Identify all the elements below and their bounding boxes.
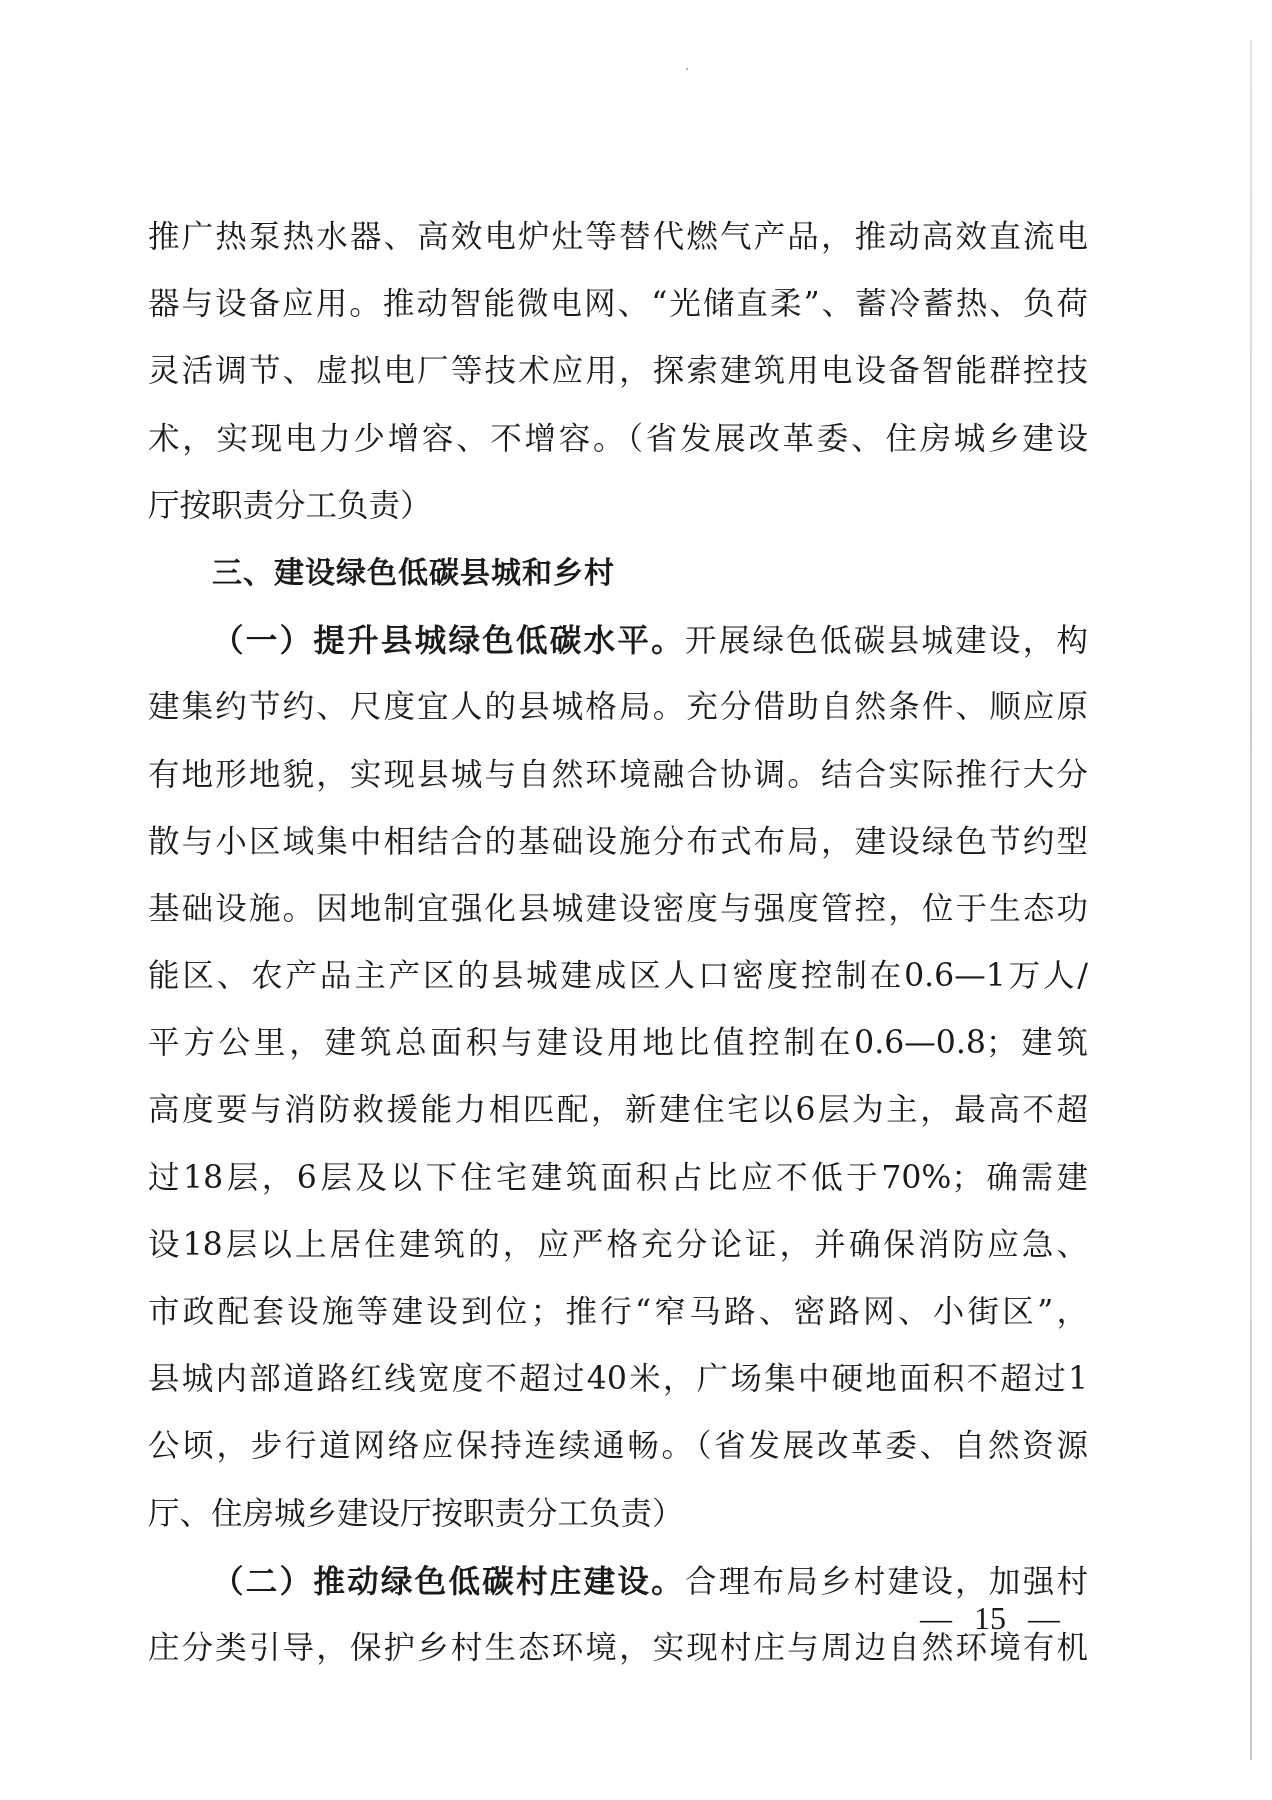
page-number: — 15 — bbox=[920, 1600, 1060, 1636]
subsection-title: （一）提升县城绿色低碳水平。 bbox=[212, 622, 685, 660]
paragraph-line: 散与小区域集中相结合的基础设施分布式布局，建设绿色节约型 bbox=[148, 823, 1088, 860]
paragraph-line: 平方公里，建筑总面积与建设用地比值控制在0.6—0.8；建筑 bbox=[148, 1025, 1088, 1062]
section-heading: 三、建设绿色低碳县城和乡村 bbox=[212, 555, 615, 591]
paragraph-line: 能区、农产品主产区的县城建成区人口密度控制在0.6—1万人/ bbox=[148, 958, 1088, 995]
scan-speck bbox=[686, 68, 688, 70]
paragraph-line: 县城内部道路红线宽度不超过40米，广场集中硬地面积不超过1 bbox=[148, 1361, 1088, 1398]
paragraph-line: 术，实现电力少增容、不增容。（省发展改革委、住房城乡建设 bbox=[148, 420, 1088, 457]
paragraph-line: 高度要与消防救援能力相匹配，新建住宅以6层为主，最高不超 bbox=[148, 1092, 1088, 1129]
paragraph-line: 厅按职责分工负责） bbox=[148, 487, 432, 524]
paragraph-line: 基础设施。因地制宜强化县城建设密度与强度管控，位于生态功 bbox=[148, 890, 1088, 927]
paragraph-line: 灵活调节、虚拟电厂等技术应用，探索建筑用电设备智能群控技 bbox=[148, 353, 1088, 390]
paragraph-line: 推广热泵热水器、高效电炉灶等替代燃气产品，推动高效直流电 bbox=[148, 219, 1088, 255]
paragraph-line: 过18层，6层及以下住宅建筑面积占比应不低于70%；确需建 bbox=[148, 1159, 1088, 1196]
paragraph-line: 庄分类引导，保护乡村生态环境，实现村庄与周边自然环境有机 bbox=[148, 1629, 1088, 1666]
subsection-title: （二）推动绿色低碳村庄建设。 bbox=[212, 1562, 685, 1600]
paragraph-line: 有地形地貌，实现县城与自然环境融合协调。结合实际推行大分 bbox=[148, 756, 1088, 793]
paragraph-line: 厅、住房城乡建设厅按职责分工负责） bbox=[148, 1495, 684, 1532]
subsection-first-line bbox=[148, 607, 1088, 674]
subsection-text: 开展绿色低碳县城建设，构 bbox=[684, 623, 1088, 660]
paragraph-line: 市政配套设施等建设到位；推行“窄马路、密路网、小街区”， bbox=[148, 1294, 1088, 1330]
paragraph-line: 设18层以上居住建筑的，应严格充分论证，并确保消防应急、 bbox=[148, 1226, 1088, 1263]
paragraph-line: 建集约节约、尺度宜人的县城格局。充分借助自然条件、顺应原 bbox=[148, 689, 1088, 726]
paragraph-line: 器与设备应用。推动智能微电网、“光储直柔”、蓄冷蓄热、负荷 bbox=[148, 286, 1088, 323]
paragraph-line: 公顷，步行道网络应保持连续通畅。（省发展改革委、自然资源 bbox=[148, 1428, 1088, 1465]
subsection-text: 合理布局乡村建设，加强村 bbox=[684, 1563, 1088, 1600]
page-edge-line bbox=[1250, 40, 1252, 1760]
body-text bbox=[148, 204, 1088, 1682]
